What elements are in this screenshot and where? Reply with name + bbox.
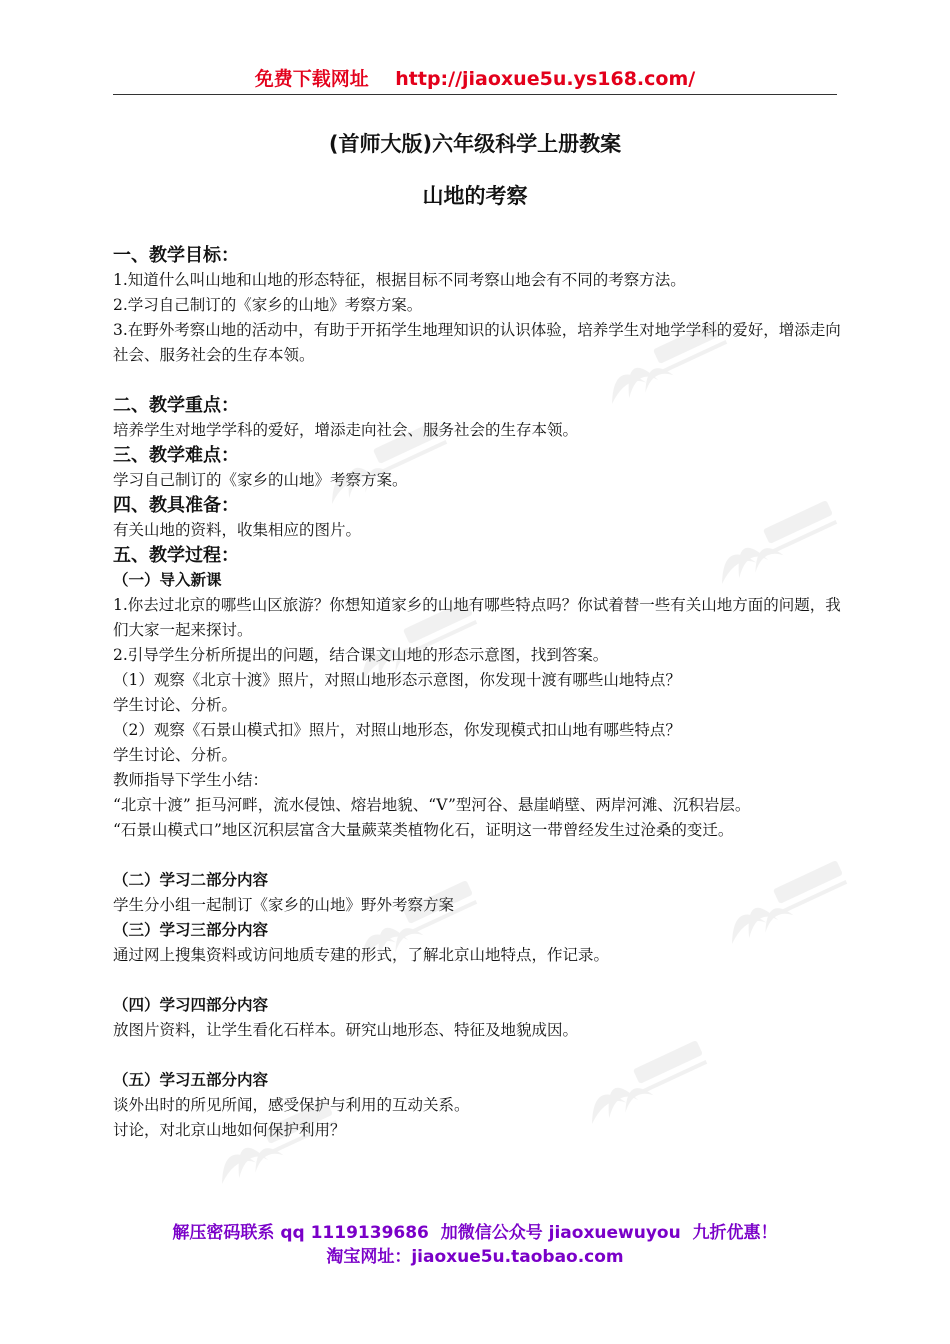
- header-divider: [113, 94, 837, 95]
- subsection-heading: （二）学习二部分内容: [113, 871, 269, 889]
- header-download-link[interactable]: 免费下载网址 http://jiaoxue5u.ys168.com/: [254, 68, 696, 90]
- document-title: (首师大版)六年级科学上册教案: [328, 132, 622, 156]
- subsection-heading: （五）学习五部分内容: [113, 1071, 269, 1089]
- section-heading: 二、教学重点：: [113, 395, 239, 416]
- paragraph-line: 学习自己制订的《家乡的山地》考察方案。: [113, 471, 408, 489]
- paragraph-line: 3.在野外考察山地的活动中，有助于开拓学生地理知识的认识体验，培养学生对地学学科的爱好，增添走向社会、服务社会的生存本领。: [113, 321, 841, 364]
- paragraph-line: 1.你去过北京的哪些山区旅游？你想知道家乡的山地有哪些特点吗？你试着替一些有关山地方面的问题，我们大家一起来探讨。: [113, 596, 841, 639]
- paragraph-line: 学生分小组一起制订《家乡的山地》野外考察方案: [113, 896, 455, 914]
- lesson-body: [113, 243, 841, 1143]
- section-heading: 三、教学难点：: [113, 445, 239, 466]
- blank-line: [113, 843, 841, 868]
- paragraph-line: 学生讨论、分析。: [113, 696, 238, 714]
- paragraph-line: （2）观察《石景山模式扣》照片，对照山地形态，你发现模式扣山地有哪些特点？: [113, 721, 681, 739]
- paragraph-line: 有关山地的资料，收集相应的图片。: [113, 521, 362, 539]
- section-heading: 四、教具准备：: [113, 495, 239, 516]
- subsection-heading: （三）学习三部分内容: [113, 921, 269, 939]
- subsection-heading: （四）学习四部分内容: [113, 996, 269, 1014]
- paragraph-line: “石景山模式口”地区沉积层富含大量蕨菜类植物化石，证明这一带曾经发生过沧桑的变迁。: [113, 821, 734, 839]
- blank-line: [113, 1043, 841, 1068]
- paragraph-line: “北京十渡” 拒马河畔，流水侵蚀、熔岩地貌、“V”型河谷、悬崖峭壁、两岸河滩、沉积岩层。: [113, 796, 751, 814]
- document-subtitle: 山地的考察: [422, 184, 528, 208]
- paragraph-line: 讨论，对北京山地如何保护利用？: [113, 1121, 346, 1139]
- blank-line: [113, 968, 841, 993]
- footer-contact-line: 解压密码联系 qq 1119139686 加微信公众号 jiaoxuewuyou 九折优惠！: [172, 1223, 778, 1243]
- paragraph-line: 通过网上搜集资料或访问地质专建的形式，了解北京山地特点，作记录。: [113, 946, 610, 964]
- paragraph-line: 1.知道什么叫山地和山地的形态特征，根据目标不同考察山地会有不同的考察方法。: [113, 271, 686, 289]
- paragraph-line: 谈外出时的所见所闻，感受保护与利用的互动关系。: [113, 1096, 470, 1114]
- subsection-heading: （一）导入新课: [113, 571, 222, 589]
- paragraph-line: 学生讨论、分析。: [113, 746, 238, 764]
- paragraph-line: 2.引导学生分析所提出的问题，结合课文山地的形态示意图，找到答案。: [113, 646, 609, 664]
- section-heading: 一、教学目标：: [113, 245, 239, 266]
- paragraph-line: （1）观察《北京十渡》照片，对照山地形态示意图，你发现十渡有哪些山地特点？: [113, 671, 681, 689]
- blank-line: [113, 368, 841, 393]
- paragraph-line: 教师指导下学生小结：: [113, 771, 269, 789]
- section-heading: 五、教学过程：: [113, 545, 239, 566]
- paragraph-line: 2.学习自己制订的《家乡的山地》考察方案。: [113, 296, 423, 314]
- footer-taobao-link[interactable]: 淘宝网址：jiaoxue5u.taobao.com: [326, 1247, 624, 1267]
- paragraph-line: 培养学生对地学学科的爱好，增添走向社会、服务社会的生存本领。: [113, 421, 579, 439]
- paragraph-line: 放图片资料，让学生看化石样本。研究山地形态、特征及地貌成因。: [113, 1021, 579, 1039]
